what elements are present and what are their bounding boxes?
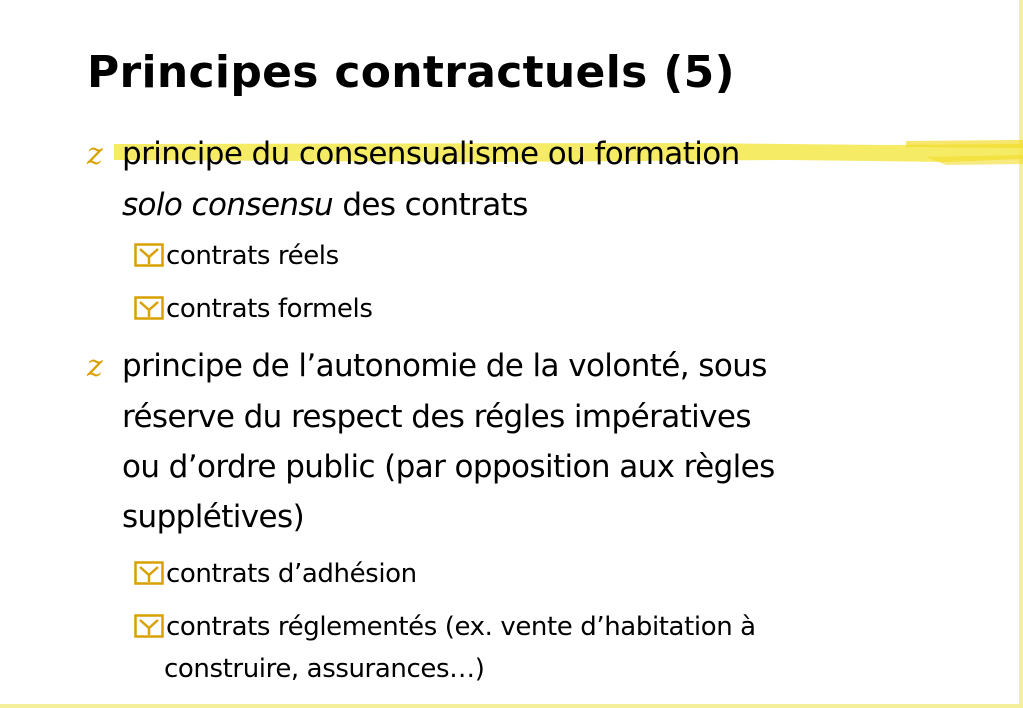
slide-edge-decoration <box>1019 0 1023 708</box>
bullet-item-1 <box>87 129 740 230</box>
checkbox-y-icon <box>134 561 164 585</box>
bullet-item-1-continuation: des contrats <box>333 187 528 223</box>
checkbox-y-icon <box>134 243 164 267</box>
slide-title: Principes contractuels (5) <box>87 47 735 98</box>
bullet-item-2-line-3: ou d’ordre public (par opposition aux règles <box>122 449 775 485</box>
bullet-item-2-line-2: réserve du respect des régles impératives <box>122 399 751 435</box>
bullet-item-1-text: principe du consensualisme ou formation <box>122 136 740 172</box>
checkbox-y-icon <box>134 296 164 320</box>
sub-bullet-item-1-1-text: contrats réels <box>166 241 339 271</box>
sub-bullet-item-2-2-text-1: contrats réglementés (ex. vente d’habitation à <box>166 612 756 642</box>
bullet-item-2-line-1 <box>87 341 775 392</box>
sub-bullet-item-1-1 <box>134 232 339 281</box>
bullet-item-2-text-1: principe de l’autonomie de la volonté, sous <box>122 348 767 384</box>
sub-bullet-item-1-2-text: contrats formels <box>166 294 373 324</box>
sub-bullet-item-1-1-line <box>134 232 339 281</box>
sub-bullet-item-2-2-line-2: construire, assurances…) <box>164 654 485 684</box>
sub-bullet-item-2-1-text: contrats d’adhésion <box>166 559 417 589</box>
z-glyph-icon: z <box>87 349 103 384</box>
bullet-item-1-line-2 <box>87 180 740 230</box>
sub-bullet-item-2-1 <box>134 550 417 599</box>
sub-bullet-item-1-2-line <box>134 285 373 334</box>
bullet-item-1-line-1 <box>87 129 740 180</box>
latin-phrase: solo consensu <box>122 187 334 223</box>
slide-bottom-decoration <box>0 704 1023 708</box>
bullet-item-2 <box>87 341 775 542</box>
sub-bullet-item-2-1-line <box>134 550 417 599</box>
sub-bullet-item-1-2 <box>134 285 373 334</box>
bullet-item-2-line-4: supplétives) <box>122 499 305 535</box>
checkbox-y-icon <box>134 614 164 638</box>
sub-bullet-item-2-2 <box>134 603 756 694</box>
z-glyph-icon: z <box>87 137 103 172</box>
